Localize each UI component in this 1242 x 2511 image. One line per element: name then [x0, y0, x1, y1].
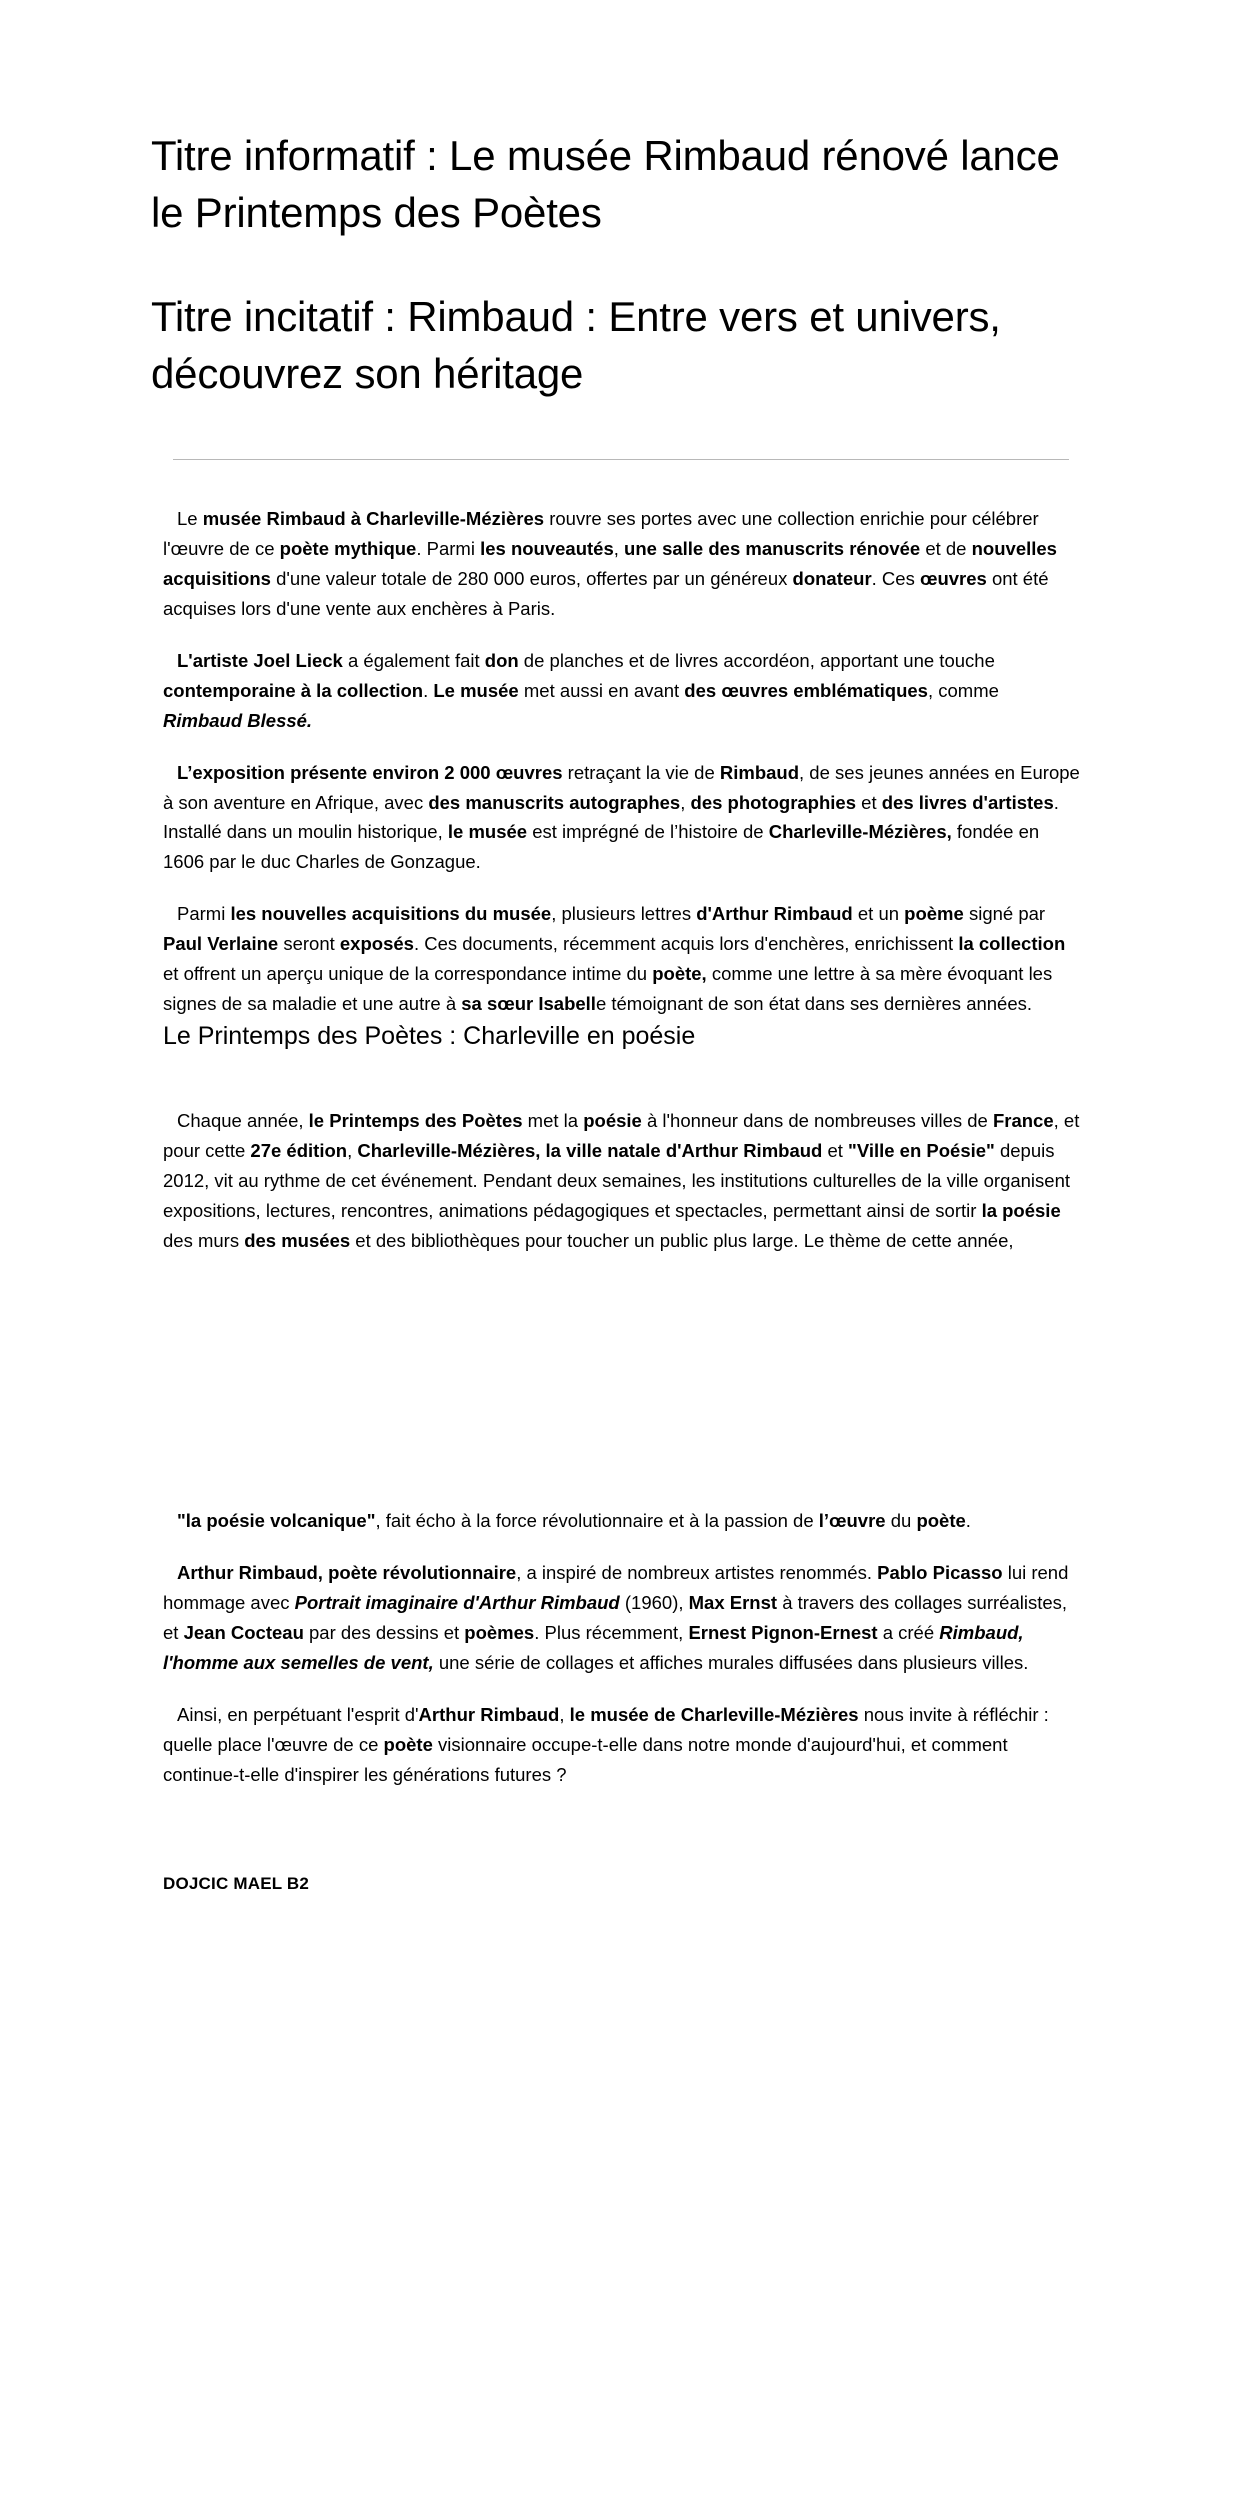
paragraph-poesie-volcanique: "la poésie volcanique", fait écho à la force révolutionnaire et à la passion de l’œuvre du poète.: [177, 1510, 971, 1532]
page-title-informatif: Titre informatif : Le musée Rimbaud rénové lance le Printemps des Poètes: [151, 132, 1060, 236]
paragraph-chaque-annee: Chaque année, le Printemps des Poètes met la poésie à l'honneur dans de nombreuses villes de France, et pour cette 27e édition, Charleville-Mézières, la ville natale d'Arthur Rimbaud et "Ville en Poésie" depuis 2012, vit au rythme de cet événement. Pendant deux semaines, les institutions culturelles de la ville organisent expositions, lectures, rencontres, animations pédagogiques et spectacles, permettant ainsi de sortir la poésie des murs des musées et des bibliothèques pour toucher un public plus large. Le thème de cette année,: [163, 1110, 1080, 1252]
paragraph-exposition: L’exposition présente environ 2 000 œuvres retraçant la vie de Rimbaud, de ses jeunes années en Europe à son aventure en Afrique, avec des manuscrits autographes, des photographies et des livres d'artistes. Installé dans un moulin historique, le musée est imprégné de l’histoire de Charleville-Mézières, fondée en 1606 par le duc Charles de Gonzague.: [163, 761, 1080, 873]
blank-space-region: [151, 1256, 1091, 1506]
paragraph-acquisitions: Parmi les nouvelles acquisitions du musée, plusieurs lettres d'Arthur Rimbaud et un poème signé par Paul Verlaine seront exposés. Ces documents, récemment acquis lors d'enchères, enrichissent la collection et offrent un aperçu unique de la correspondance intime du poète, comme une lettre à sa mère évoquant les signes de sa maladie et une autre à sa sœur Isabelle témoignant de son état dans ses dernières années.: [163, 903, 1066, 1015]
author-signature: DOJCIC MAEL B2: [163, 1873, 310, 1893]
paragraph-joel-lieck: L'artiste Joel Lieck a également fait don de planches et de livres accordéon, apportant une touche contemporaine à la collection. Le musée met aussi en avant des œuvres emblématiques, comme Rimbaud Blessé.: [163, 649, 999, 731]
document-content: [151, 0, 1091, 1894]
paragraph-museum-reopening: Le musée Rimbaud à Charleville-Mézières rouvre ses portes avec une collection enrichie pour célébrer l'œuvre de ce poète mythique. Parmi les nouveautés, une salle des manuscrits rénovée et de nouvelles acquisitions d'une valeur totale de 280 000 euros, offertes par un généreux donateur. Ces œuvres ont été acquises lors d'une vente aux enchères à Paris.: [163, 507, 1057, 619]
section-heading-printemps: Le Printemps des Poètes : Charleville en poésie: [163, 1022, 696, 1051]
paragraph-artistes-inspires: Arthur Rimbaud, poète révolutionnaire, a inspiré de nombreux artistes renommés. Pablo Picasso lui rend hommage avec Portrait imaginaire d'Arthur Rimbaud (1960), Max Ernst à travers des collages surréalistes, et Jean Cocteau par des dessins et poèmes. Plus récemment, Ernest Pignon-Ernest a créé Rimbaud, l'homme aux semelles de vent, une série de collages et affiches murales diffusées dans plusieurs villes.: [163, 1562, 1069, 1673]
article-body-printemps: [151, 1106, 1091, 1256]
article-body-bottom: [151, 1506, 1091, 1790]
horizontal-divider: [173, 459, 1069, 460]
article-body-top: [151, 504, 1091, 1020]
divider-wrap: [151, 459, 1091, 460]
page-title-incitatif: Titre incitatif : Rimbaud : Entre vers et univers, découvrez son héritage: [151, 293, 1001, 398]
paragraph-conclusion: Ainsi, en perpétuant l'esprit d'Arthur Rimbaud, le musée de Charleville-Mézières nous invite à réfléchir : quelle place l'œuvre de ce poète visionnaire occupe-t-elle dans notre monde d'aujourd'hui, et comment continue-t-elle d'inspirer les générations futures ?: [163, 1703, 1049, 1785]
